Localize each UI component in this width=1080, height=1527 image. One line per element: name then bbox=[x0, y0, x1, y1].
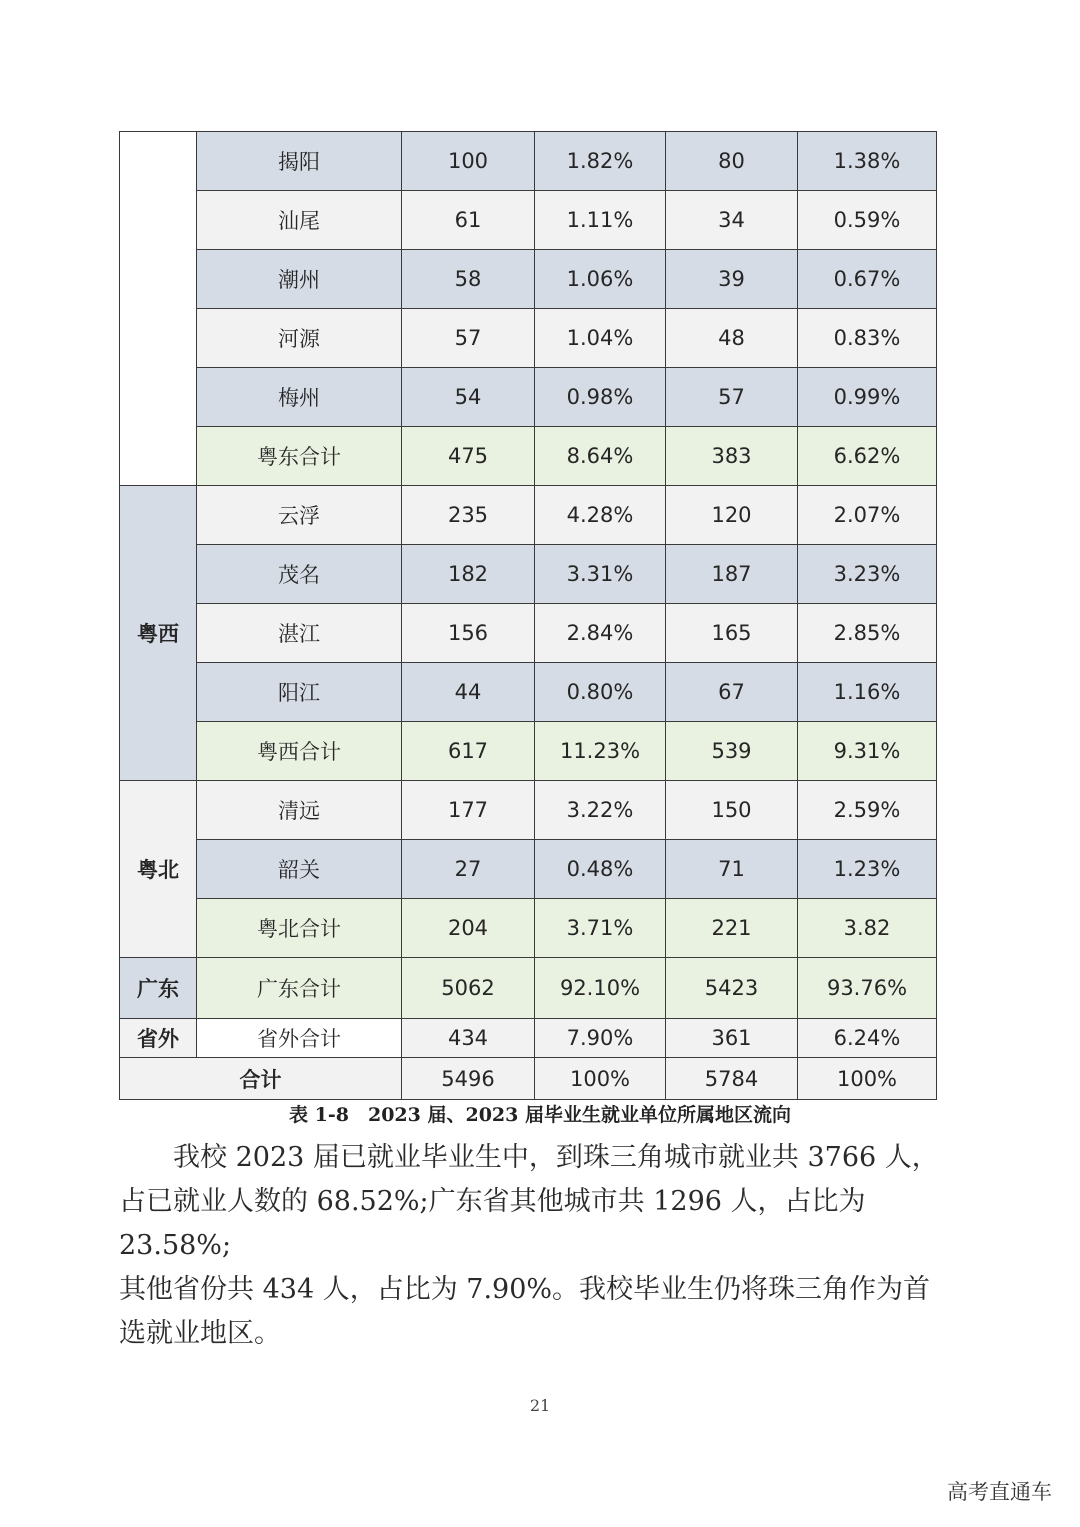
value-cell: 182 bbox=[402, 545, 535, 604]
value-cell: 165 bbox=[666, 604, 798, 663]
value-cell: 100% bbox=[535, 1058, 666, 1100]
value-cell: 1.04% bbox=[535, 309, 666, 368]
region-cell-north: 粤北 bbox=[120, 781, 197, 958]
value-cell: 1.38% bbox=[798, 132, 937, 191]
value-cell: 475 bbox=[402, 427, 535, 486]
table-row bbox=[120, 250, 937, 309]
region-cell-east bbox=[120, 132, 197, 486]
value-cell: 3.82 bbox=[798, 899, 937, 958]
city-cell: 清远 bbox=[197, 781, 402, 840]
value-cell: 1.23% bbox=[798, 840, 937, 899]
city-cell: 茂名 bbox=[197, 545, 402, 604]
value-cell: 61 bbox=[402, 191, 535, 250]
total-label: 合计 bbox=[120, 1058, 402, 1100]
subtotal-label: 粤东合计 bbox=[197, 427, 402, 486]
value-cell: 0.48% bbox=[535, 840, 666, 899]
value-cell: 2.59% bbox=[798, 781, 937, 840]
value-cell: 2.84% bbox=[535, 604, 666, 663]
table-row bbox=[120, 486, 937, 545]
total-row bbox=[120, 1058, 937, 1100]
city-cell: 揭阳 bbox=[197, 132, 402, 191]
value-cell: 57 bbox=[666, 368, 798, 427]
value-cell: 2.07% bbox=[798, 486, 937, 545]
table-row bbox=[120, 132, 937, 191]
subtotal-label: 粤西合计 bbox=[197, 722, 402, 781]
paragraph-line: 其他省份共 434 人，占比为 7.90%。我校毕业生仍将珠三角作为首 bbox=[119, 1274, 931, 1305]
value-cell: 5784 bbox=[666, 1058, 798, 1100]
subtotal-row bbox=[120, 958, 937, 1019]
subtotal-label: 粤北合计 bbox=[197, 899, 402, 958]
value-cell: 39 bbox=[666, 250, 798, 309]
value-cell: 27 bbox=[402, 840, 535, 899]
value-cell: 434 bbox=[402, 1019, 535, 1058]
value-cell: 0.80% bbox=[535, 663, 666, 722]
value-cell: 100% bbox=[798, 1058, 937, 1100]
value-cell: 6.62% bbox=[798, 427, 937, 486]
subtotal-row bbox=[120, 427, 937, 486]
value-cell: 48 bbox=[666, 309, 798, 368]
value-cell: 617 bbox=[402, 722, 535, 781]
value-cell: 58 bbox=[402, 250, 535, 309]
value-cell: 2.85% bbox=[798, 604, 937, 663]
subtotal-label: 广东合计 bbox=[197, 958, 402, 1019]
paragraph-line: 占已就业人数的 68.52%;广东省其他城市共 1296 人，占比为 23.58%; bbox=[119, 1186, 866, 1261]
value-cell: 67 bbox=[666, 663, 798, 722]
region-cell-west: 粤西 bbox=[120, 486, 197, 781]
value-cell: 5496 bbox=[402, 1058, 535, 1100]
value-cell: 539 bbox=[666, 722, 798, 781]
city-cell: 汕尾 bbox=[197, 191, 402, 250]
value-cell: 57 bbox=[402, 309, 535, 368]
value-cell: 3.23% bbox=[798, 545, 937, 604]
city-cell: 阳江 bbox=[197, 663, 402, 722]
value-cell: 11.23% bbox=[535, 722, 666, 781]
subtotal-row bbox=[120, 1019, 937, 1058]
value-cell: 150 bbox=[666, 781, 798, 840]
value-cell: 1.06% bbox=[535, 250, 666, 309]
city-cell: 云浮 bbox=[197, 486, 402, 545]
value-cell: 3.71% bbox=[535, 899, 666, 958]
table-row bbox=[120, 545, 937, 604]
value-cell: 235 bbox=[402, 486, 535, 545]
table-row bbox=[120, 840, 937, 899]
employment-region-table bbox=[119, 131, 937, 1100]
value-cell: 92.10% bbox=[535, 958, 666, 1019]
value-cell: 100 bbox=[402, 132, 535, 191]
value-cell: 6.24% bbox=[798, 1019, 937, 1058]
body-paragraph bbox=[119, 1136, 949, 1356]
value-cell: 71 bbox=[666, 840, 798, 899]
city-cell: 湛江 bbox=[197, 604, 402, 663]
value-cell: 1.82% bbox=[535, 132, 666, 191]
subtotal-row bbox=[120, 899, 937, 958]
region-cell-outside: 省外 bbox=[120, 1019, 197, 1058]
value-cell: 187 bbox=[666, 545, 798, 604]
value-cell: 5062 bbox=[402, 958, 535, 1019]
value-cell: 1.11% bbox=[535, 191, 666, 250]
city-cell: 河源 bbox=[197, 309, 402, 368]
table-row bbox=[120, 663, 937, 722]
paragraph-line: 选就业地区。 bbox=[119, 1318, 281, 1349]
watermark: 高考直通车 bbox=[947, 1480, 1052, 1504]
value-cell: 44 bbox=[402, 663, 535, 722]
region-cell-guangdong: 广东 bbox=[120, 958, 197, 1019]
subtotal-row bbox=[120, 722, 937, 781]
value-cell: 383 bbox=[666, 427, 798, 486]
value-cell: 5423 bbox=[666, 958, 798, 1019]
value-cell: 0.59% bbox=[798, 191, 937, 250]
table-row bbox=[120, 781, 937, 840]
value-cell: 93.76% bbox=[798, 958, 937, 1019]
value-cell: 120 bbox=[666, 486, 798, 545]
table-row bbox=[120, 309, 937, 368]
city-cell: 韶关 bbox=[197, 840, 402, 899]
value-cell: 204 bbox=[402, 899, 535, 958]
value-cell: 177 bbox=[402, 781, 535, 840]
value-cell: 3.22% bbox=[535, 781, 666, 840]
page-number: 21 bbox=[529, 1396, 551, 1415]
value-cell: 156 bbox=[402, 604, 535, 663]
value-cell: 34 bbox=[666, 191, 798, 250]
table-caption: 表 1-8 2023 届、2023 届毕业生就业单位所属地区流向 bbox=[289, 1104, 791, 1126]
table-row bbox=[120, 368, 937, 427]
value-cell: 0.83% bbox=[798, 309, 937, 368]
value-cell: 0.98% bbox=[535, 368, 666, 427]
value-cell: 4.28% bbox=[535, 486, 666, 545]
value-cell: 1.16% bbox=[798, 663, 937, 722]
subtotal-label: 省外合计 bbox=[197, 1019, 402, 1058]
value-cell: 3.31% bbox=[535, 545, 666, 604]
table-row bbox=[120, 604, 937, 663]
city-cell: 潮州 bbox=[197, 250, 402, 309]
value-cell: 0.67% bbox=[798, 250, 937, 309]
value-cell: 9.31% bbox=[798, 722, 937, 781]
value-cell: 8.64% bbox=[535, 427, 666, 486]
city-cell: 梅州 bbox=[197, 368, 402, 427]
value-cell: 80 bbox=[666, 132, 798, 191]
value-cell: 361 bbox=[666, 1019, 798, 1058]
value-cell: 54 bbox=[402, 368, 535, 427]
value-cell: 0.99% bbox=[798, 368, 937, 427]
value-cell: 221 bbox=[666, 899, 798, 958]
table-row bbox=[120, 191, 937, 250]
value-cell: 7.90% bbox=[535, 1019, 666, 1058]
paragraph-line: 我校 2023 届已就业毕业生中，到珠三角城市就业共 3766 人， bbox=[173, 1142, 939, 1173]
